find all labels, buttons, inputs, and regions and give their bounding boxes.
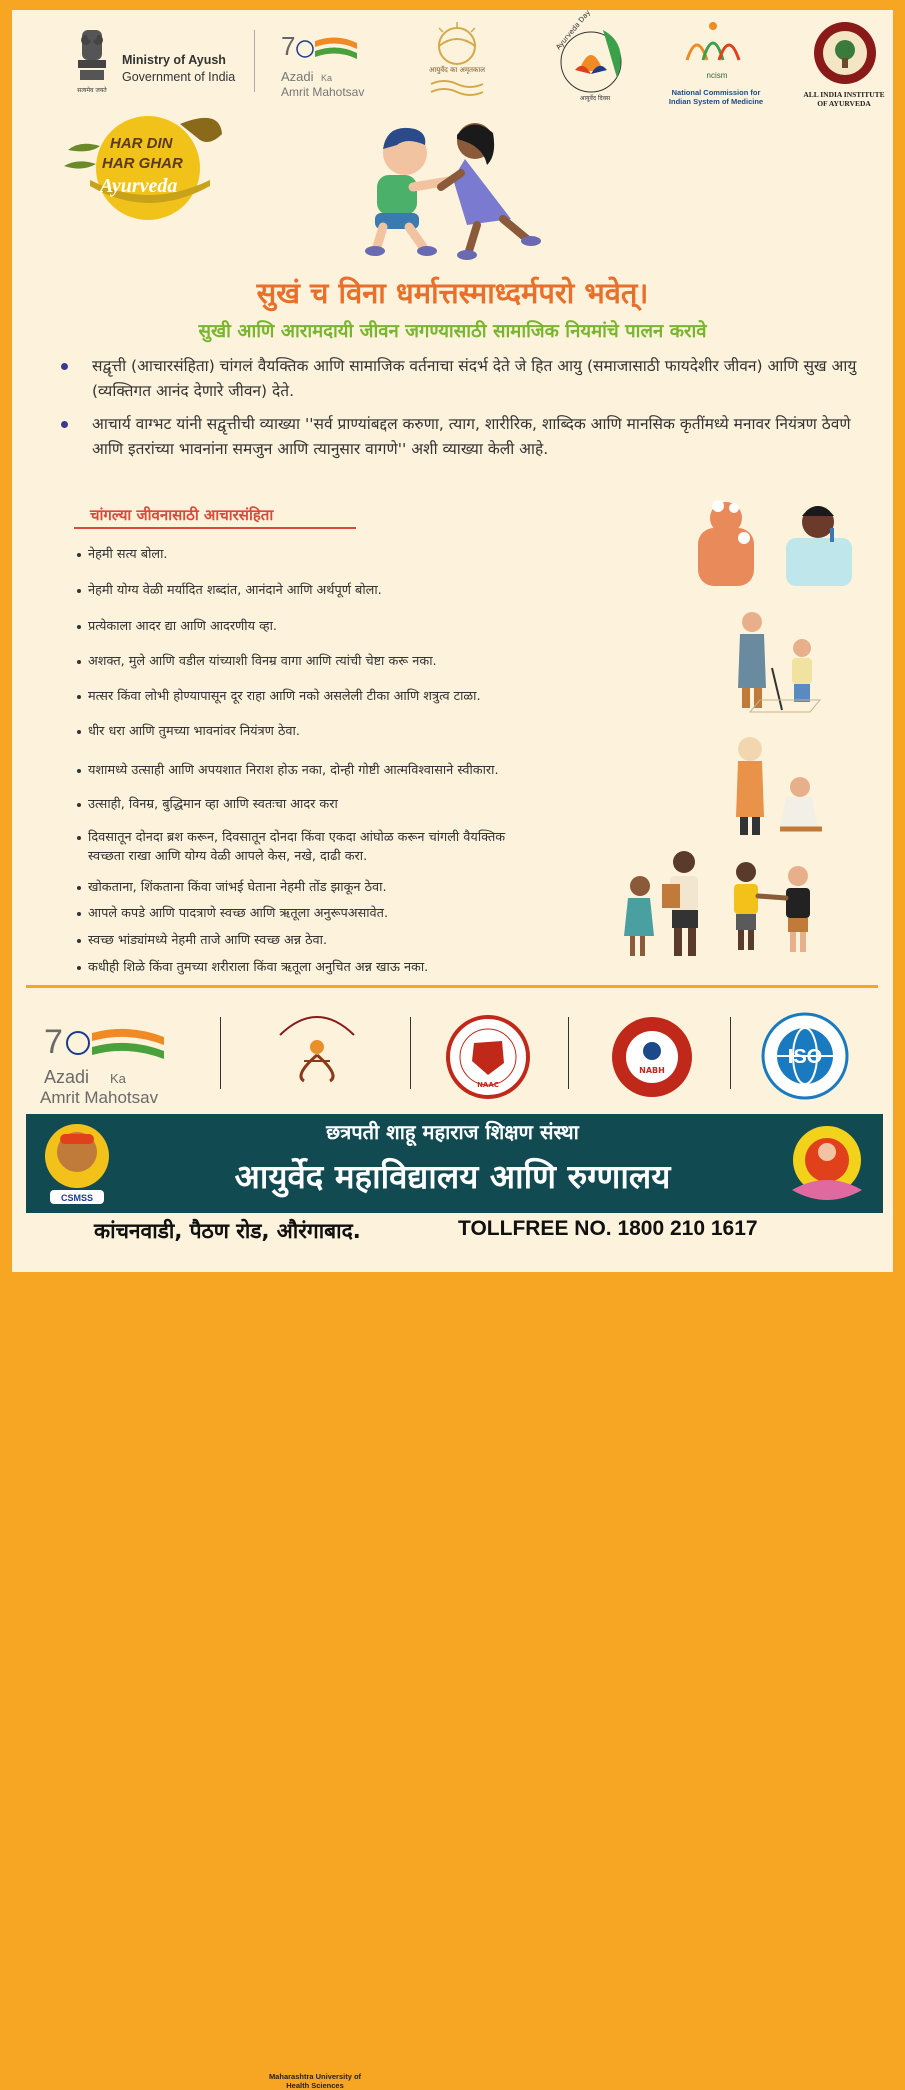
list-item xyxy=(74,617,277,636)
ka-word: Ka xyxy=(321,73,333,83)
list-item xyxy=(74,581,382,600)
intro-bullet-list xyxy=(57,354,857,470)
section-heading: चांगल्या जीवनासाठी आचारसंहिता xyxy=(90,506,274,524)
ayurveda-divas-label: आयुर्वेद दिवस xyxy=(579,95,611,102)
har-din-har-ghar-ayurveda-logo xyxy=(60,110,225,220)
naac-seal-icon xyxy=(444,1013,532,1101)
list-item xyxy=(74,545,167,564)
ayurveda-amritkaal-logo xyxy=(417,22,497,104)
list-item-text: अशक्त, मुले आणि वडील यांच्याशी विनम्र वागा आणि त्यांची चेष्टा करू नका. xyxy=(88,654,437,669)
hygiene-illustration xyxy=(690,498,860,588)
ka-word: Ka xyxy=(110,1071,126,1086)
campaign-line1: HAR DIN xyxy=(110,135,173,152)
bullet-dot xyxy=(77,730,81,734)
bullet-dot xyxy=(77,695,81,699)
bullet-dot xyxy=(77,886,81,890)
bullet-dot xyxy=(77,836,81,840)
azadi-ka-amrit-mahotsav-logo xyxy=(40,1013,200,1109)
aiia-line2: OF AYURVEDA xyxy=(817,99,871,108)
list-item xyxy=(74,687,481,706)
azadi-word: Azadi xyxy=(281,69,314,84)
section-divider xyxy=(26,985,878,988)
nabh-label: NABH xyxy=(639,1066,665,1075)
ministry-name: Ministry of Ayush xyxy=(122,53,226,67)
list-item xyxy=(74,761,499,780)
azadi-word: Azadi xyxy=(44,1067,90,1087)
list-item xyxy=(74,828,505,847)
list-item-text: कधीही शिळे किंवा तुमच्या शरीराला किंवा ऋतूला अनुचित अन्न खाऊ नका. xyxy=(88,960,429,975)
amritkaal-label: आयुर्वेद का अमृतकाल xyxy=(429,66,485,74)
section-underline xyxy=(74,527,356,529)
bullet-dot xyxy=(77,966,81,970)
list-item-text: यशामध्ये उत्साही आणि अपयशात निराश होऊ नका, दोन्ही गोष्टी आत्मविश्वासाने स्वीकारा. xyxy=(88,763,499,778)
list-item-text: मत्सर किंवा लोभी होण्यापासून दूर राहा आणि नको असलेली टीका आणि शत्रुत्व टाळा. xyxy=(88,689,481,704)
list-item xyxy=(74,958,428,977)
national-emblem-icon xyxy=(70,26,114,96)
respect-elders-illustration xyxy=(730,608,828,716)
list-item-text: खोकताना, शिंकताना किंवा जांभई घेताना नेहमी तोंड झाकून ठेवा. xyxy=(88,880,387,895)
handshake-kids-illustration xyxy=(724,860,824,960)
list-item-text: प्रत्येकाला आदर द्या आणि आदरणीय व्हा. xyxy=(88,619,277,634)
campaign-line2: HAR GHAR xyxy=(102,155,183,172)
campaign-line3: Ayurveda xyxy=(100,175,178,197)
bullet-dot xyxy=(77,589,81,593)
list-item xyxy=(74,722,300,741)
amrit-mahotsav-word: Amrit Mahotsav xyxy=(40,1088,159,1107)
divider xyxy=(410,1017,411,1089)
intro-bullet xyxy=(57,354,857,404)
sharing-kids-illustration xyxy=(622,848,718,966)
list-item-text: स्वच्छता राखा आणि योग्य वेळी आपले केस, नखे, दाढी करा. xyxy=(88,849,368,864)
naac-label: NAAC xyxy=(477,1081,499,1089)
ayurveda-day-logo xyxy=(547,8,637,106)
list-item-text: दिवसातून दोनदा ब्रश करून, दिवसातून दोनदा किंवा एकदा आंघोळ करून चांगली वैयक्तिक xyxy=(88,830,506,845)
aiia-line1: ALL INDIA INSTITUTE xyxy=(803,90,885,99)
bullet-dot xyxy=(77,803,81,807)
intro-bullet-text: सद्वृत्ती (आचारसंहिता) चांगलं वैयक्तिक आणि सामाजिक वर्तनाचा संदर्भ देते जे हित आयु (समाजासाठी फायदेशीर जीवन) आणि सुख आयु (व्यक्तिगत आनंद देणारे जीवन) देते. xyxy=(92,357,857,400)
list-item-text: आपले कपडे आणि पादत्राणे स्वच्छ आणि ऋतूला अनुरूपअसावेत. xyxy=(88,906,389,921)
header-logo-row xyxy=(12,10,893,115)
list-item xyxy=(74,904,388,923)
tollfree-number: TOLLFREE NO. 1800 210 1617 xyxy=(458,1217,758,1240)
divider xyxy=(220,1017,221,1089)
organization-name: छत्रपती शाहू महाराज शिक्षण संस्था xyxy=(326,1120,579,1144)
bullet-dot xyxy=(77,912,81,916)
azadi-ka-amrit-mahotsav-logo xyxy=(277,25,387,105)
ayurveda-day-label: Ayurveda Day xyxy=(554,8,593,52)
ministry-of-ayush-logo xyxy=(70,20,260,100)
bullet-dot xyxy=(77,660,81,664)
deity-emblem-icon xyxy=(782,1120,872,1208)
list-item-continuation xyxy=(74,847,367,866)
government-name: Government of India xyxy=(122,70,236,84)
list-item-text: नेहमी योग्य वेळी मर्यादित शब्दांत, आनंदाने आणि अर्थपूर्ण बोला. xyxy=(88,583,382,598)
list-item xyxy=(74,795,338,814)
bullet-dot xyxy=(77,625,81,629)
ncism-line2: Indian System of Medicine xyxy=(668,97,764,106)
iso-label: ISO xyxy=(787,1046,823,1068)
intro-bullet xyxy=(57,412,857,462)
intro-bullet-text: आचार्य वाग्भट यांनी सद्वृत्तीची व्याख्या ''सर्व प्राण्यांबद्दल करुणा, त्याग, शारीरिक, शाब्दिक आणि मानसिक कृतींमध्ये मनावर नियंत्रण ठेवणे आणि इतरांच्या भावनांना समजुन आणि त्यानुसार वागणे'' अशी व्याख्या केली आहे. xyxy=(92,415,851,458)
divider xyxy=(254,30,255,92)
list-item-text: उत्साही, विनम्र, बुद्धिमान व्हा आणि स्वतःचा आदर करा xyxy=(88,797,338,812)
ncism-logo xyxy=(677,20,757,86)
muhs-emblem-icon xyxy=(274,1005,360,1085)
muhs-name xyxy=(252,2072,378,2090)
poster xyxy=(12,8,893,2090)
nabh-seal-icon xyxy=(608,1013,696,1101)
list-item-text: नेहमी सत्य बोला. xyxy=(88,547,168,562)
list-item-text: स्वच्छ भांड्यांमध्ये नेहमी ताजे आणि स्वच्छ अन्न ठेवा. xyxy=(88,933,328,948)
list-item xyxy=(74,931,327,950)
divider xyxy=(568,1017,569,1089)
muhs-line1: Maharashtra University of xyxy=(268,2072,362,2081)
subtitle: सुखी आणि आरामदायी जीवन जगण्यासाठी सामाजिक नियमांचे पालन करावे xyxy=(198,321,707,342)
college-name: आयुर्वेद महाविद्यालय आणि रुग्णालय xyxy=(234,1157,671,1196)
comforting-child-illustration xyxy=(730,733,830,841)
ncism-short: ncism xyxy=(706,71,728,80)
bullet-dot xyxy=(77,769,81,773)
svg-text:7: 7 xyxy=(281,31,296,61)
emblem-motto: सत्यमेव जयते xyxy=(77,87,107,94)
aiia-seal-icon xyxy=(812,20,878,86)
sanskrit-title: सुखं च विना धर्मात्तस्माध्दर्मपरो भवेत्। xyxy=(256,276,649,310)
bullet-dot xyxy=(61,363,68,370)
list-item xyxy=(74,878,387,897)
divider xyxy=(730,1017,731,1089)
csmss-label: CSMSS xyxy=(60,1193,94,1203)
address: कांचनवाडी, पैठण रोड, औरंगाबाद. xyxy=(94,1219,361,1243)
list-item-text: धीर धरा आणि तुमच्या भावनांवर नियंत्रण ठेवा. xyxy=(88,724,300,739)
aiia-name xyxy=(799,90,889,108)
muhs-line2: Health Sciences xyxy=(286,2081,344,2090)
list-item xyxy=(74,652,437,671)
ncism-name xyxy=(660,88,772,106)
ncism-line1: National Commission for xyxy=(671,88,761,97)
bullet-dot xyxy=(77,939,81,943)
children-greeting-illustration xyxy=(357,115,557,265)
svg-text:7: 7 xyxy=(44,1023,63,1061)
bullet-dot xyxy=(77,553,81,557)
bullet-dot xyxy=(61,421,68,428)
amrit-mahotsav-word: Amrit Mahotsav xyxy=(281,85,365,99)
iso-seal-icon xyxy=(760,1011,850,1101)
